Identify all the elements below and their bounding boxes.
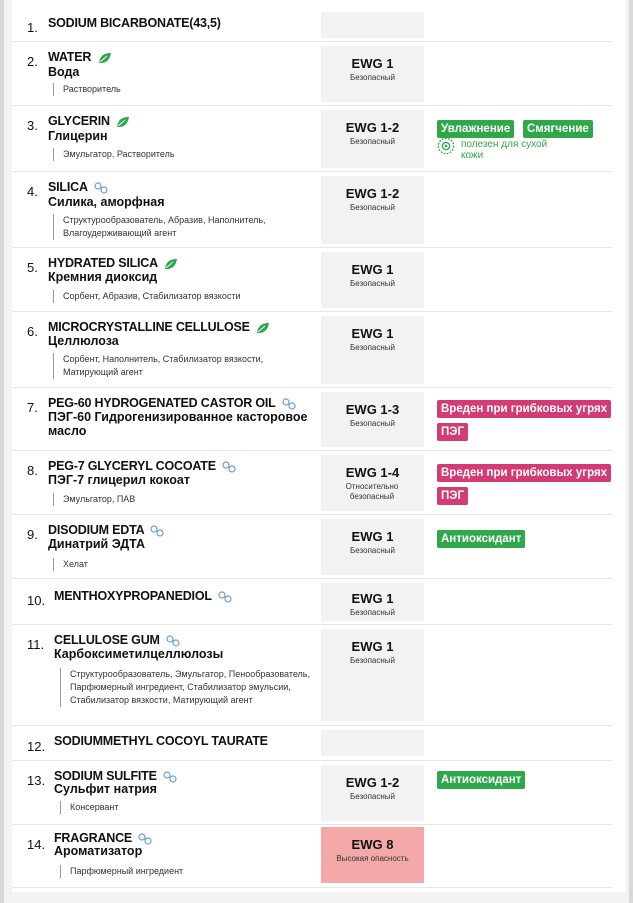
ewg-score: EWG 1-2	[345, 186, 400, 201]
ingredient-row	[12, 515, 612, 579]
ingredient-name-text[interactable]: CELLULOSE GUM	[54, 633, 160, 647]
ingredient-name[interactable]	[48, 180, 108, 194]
ingredient-row	[12, 248, 612, 312]
ingredient-functions: Парфюмерный ингредиент	[60, 865, 270, 878]
ingredient-name-text[interactable]: SILICA	[48, 180, 88, 194]
ewg-box	[321, 392, 424, 447]
ingredient-functions: Консервант	[60, 801, 270, 814]
ingredient-russian-name: Вода	[48, 65, 80, 79]
ingredient-name[interactable]	[54, 633, 180, 647]
ewg-level: Безопасный	[350, 343, 395, 352]
ewg-box	[321, 730, 424, 756]
ingredient-russian-name: Сульфит натрия	[54, 782, 157, 796]
ewg-score: EWG 1	[351, 56, 394, 71]
ingredient-name-text[interactable]: PEG-7 GLYCERYL COCOATE	[48, 459, 216, 473]
ewg-box	[321, 519, 424, 575]
ingredient-row	[12, 761, 612, 825]
benefit-text: полезен для сухой кожи	[461, 139, 548, 161]
tag-peg[interactable]: ПЭГ	[437, 423, 468, 441]
ingredient-row	[12, 8, 612, 42]
ingredient-russian-name: Ароматизатор	[54, 844, 143, 858]
ingredient-row	[12, 42, 612, 106]
ingredient-number: 14.	[27, 837, 46, 852]
ingredient-name[interactable]	[54, 831, 152, 845]
molecule-icon	[163, 771, 177, 783]
ingredient-name[interactable]: SODIUM BICARBONATE(43,5)	[48, 16, 221, 30]
ewg-box	[321, 316, 424, 384]
ingredient-functions: Растворитель	[53, 83, 263, 96]
ingredient-russian-name: Динатрий ЭДТА	[48, 537, 146, 551]
leaf-icon	[164, 258, 178, 270]
ewg-score: EWG 1	[351, 639, 394, 654]
ewg-level: Безопасный	[350, 792, 395, 801]
ewg-box	[321, 176, 424, 244]
benefit-icon	[437, 137, 455, 155]
ingredient-number: 2.	[27, 54, 38, 69]
ewg-level: Безопасный	[350, 608, 395, 617]
ingredient-russian-name: Целлюлоза	[48, 334, 119, 348]
ingredient-name[interactable]: SODIUMMETHYL COCOYL TAURATE	[54, 734, 268, 748]
ingredient-number: 4.	[27, 184, 38, 199]
ewg-level: Безопасный	[350, 419, 395, 428]
ingredient-number: 8.	[27, 463, 38, 478]
ingredient-name[interactable]	[48, 50, 112, 64]
ewg-score: EWG 1-4	[345, 465, 400, 480]
ingredient-row	[12, 625, 612, 726]
ewg-level: Относительно безопасный	[345, 482, 399, 501]
ingredient-name[interactable]	[54, 769, 177, 783]
leaf-icon	[98, 52, 112, 64]
ingredient-number: 10.	[27, 593, 46, 608]
ingredient-russian-name: Глицерин	[48, 129, 108, 143]
ingredient-row	[12, 726, 612, 761]
ingredient-row	[12, 451, 612, 515]
ewg-score: EWG 1	[351, 326, 394, 341]
ingredient-russian-name: ПЭГ-7 глицерил кокоат	[48, 473, 190, 487]
molecule-icon	[166, 635, 180, 647]
ingredient-number: 13.	[27, 773, 46, 788]
ewg-level: Безопасный	[350, 137, 395, 146]
ingredient-number: 7.	[27, 400, 38, 415]
ingredient-number: 1.	[27, 20, 38, 35]
ingredient-name[interactable]	[54, 589, 232, 603]
ingredient-functions: Структурообразователь, Абразив, Наполнитель, Влагоудерживающий агент	[53, 214, 298, 240]
ingredient-row	[12, 172, 612, 248]
ingredient-functions: Сорбент, Наполнитель, Стабилизатор вязкости, Матирующий агент	[53, 353, 303, 379]
ingredient-row	[12, 388, 612, 451]
ingredient-russian-name: Карбоксиметилцеллюлозы	[54, 647, 224, 661]
ingredient-russian-name: Силика, аморфная	[48, 195, 165, 209]
molecule-icon	[282, 398, 296, 410]
tag-moisturizing[interactable]: Увлажнение	[437, 120, 514, 138]
ingredient-number: 3.	[27, 118, 38, 133]
ingredient-name-text[interactable]: GLYCERIN	[48, 114, 110, 128]
ingredient-number: 11.	[27, 637, 45, 652]
ewg-score: EWG 1	[351, 591, 394, 606]
ingredient-row	[12, 825, 612, 888]
ingredient-functions: Эмульгатор, Растворитель	[53, 148, 263, 161]
ewg-level: Безопасный	[350, 279, 395, 288]
ingredient-number: 9.	[27, 527, 38, 542]
ingredient-number: 5.	[27, 260, 38, 275]
molecule-icon	[138, 833, 152, 845]
ingredient-russian-name: Кремния диоксид	[48, 270, 158, 284]
ingredient-name-text[interactable]: DISODIUM EDTA	[48, 523, 145, 537]
leaf-icon	[256, 322, 270, 334]
ewg-box	[321, 455, 424, 511]
ingredient-row	[12, 579, 612, 625]
ewg-level: Безопасный	[350, 546, 395, 555]
ewg-box	[321, 583, 424, 621]
leaf-icon	[116, 116, 130, 128]
ewg-score: EWG 8	[351, 837, 394, 852]
ingredient-functions: Эмульгатор, ПАВ	[53, 493, 263, 506]
ingredient-name-text[interactable]: MENTHOXYPROPANEDIOL	[54, 589, 212, 603]
ewg-score: EWG 1-2	[345, 120, 400, 135]
ingredient-name[interactable]	[48, 459, 236, 473]
ewg-box	[321, 110, 424, 168]
ingredient-functions: Структурообразователь, Эмульгатор, Пенообразователь, Парфюмерный ингредиент, Стабилизатор эмульсии, Стабилизатор вязкости, Матирующий агент	[60, 668, 310, 707]
ingredient-name-text[interactable]: WATER	[48, 50, 92, 64]
ingredient-row	[12, 312, 612, 388]
tag-fungal-acne[interactable]: Вреден при грибковых угрях	[437, 464, 611, 482]
ingredient-name[interactable]	[48, 320, 270, 334]
tag-antioxidant[interactable]: Антиоксидант	[437, 530, 525, 548]
molecule-icon	[218, 591, 232, 603]
ingredient-number: 12.	[27, 739, 46, 754]
ingredient-name-text[interactable]: SODIUM SULFITE	[54, 769, 157, 783]
ewg-level: Высокая опасность	[336, 854, 409, 863]
ingredient-name[interactable]	[48, 523, 164, 537]
ingredient-number: 6.	[27, 324, 38, 339]
tag-antioxidant[interactable]: Антиоксидант	[437, 771, 525, 789]
ingredient-functions: Сорбент, Абразив, Стабилизатор вязкости	[53, 290, 303, 303]
ingredient-name-text[interactable]: PEG-60 HYDROGENATED CASTOR OIL	[48, 396, 276, 410]
ingredient-name-text[interactable]: FRAGRANCE	[54, 831, 133, 845]
tag-softening[interactable]: Смягчение	[523, 120, 593, 138]
ingredient-name-text[interactable]: HYDRATED SILICA	[48, 256, 158, 270]
ewg-score: EWG 1-3	[345, 402, 400, 417]
tag-fungal-acne[interactable]: Вреден при грибковых угрях	[437, 400, 611, 418]
ingredient-name[interactable]	[48, 256, 178, 270]
ewg-box	[321, 629, 424, 721]
ewg-box	[321, 12, 424, 38]
ewg-box	[321, 46, 424, 102]
ingredient-name[interactable]	[48, 114, 130, 128]
ingredient-name[interactable]	[48, 396, 296, 410]
ewg-level: Безопасный	[350, 203, 395, 212]
molecule-icon	[222, 461, 236, 473]
ingredient-russian-name: ПЭГ-60 Гидрогенизированное касторовое масло	[48, 410, 308, 438]
ingredient-name-text[interactable]: MICROCRYSTALLINE CELLULOSE	[48, 320, 250, 334]
ingredient-functions: Хелат	[53, 558, 263, 571]
tag-peg[interactable]: ПЭГ	[437, 487, 468, 505]
ewg-box-danger	[321, 827, 424, 883]
molecule-icon	[150, 525, 164, 537]
ewg-level: Безопасный	[350, 656, 395, 665]
ewg-score: EWG 1-2	[345, 775, 400, 790]
ewg-box	[321, 765, 424, 821]
ewg-level: Безопасный	[350, 73, 395, 82]
ewg-score: EWG 1	[351, 529, 394, 544]
ewg-box	[321, 252, 424, 308]
molecule-icon	[94, 182, 108, 194]
ewg-score: EWG 1	[351, 262, 394, 277]
